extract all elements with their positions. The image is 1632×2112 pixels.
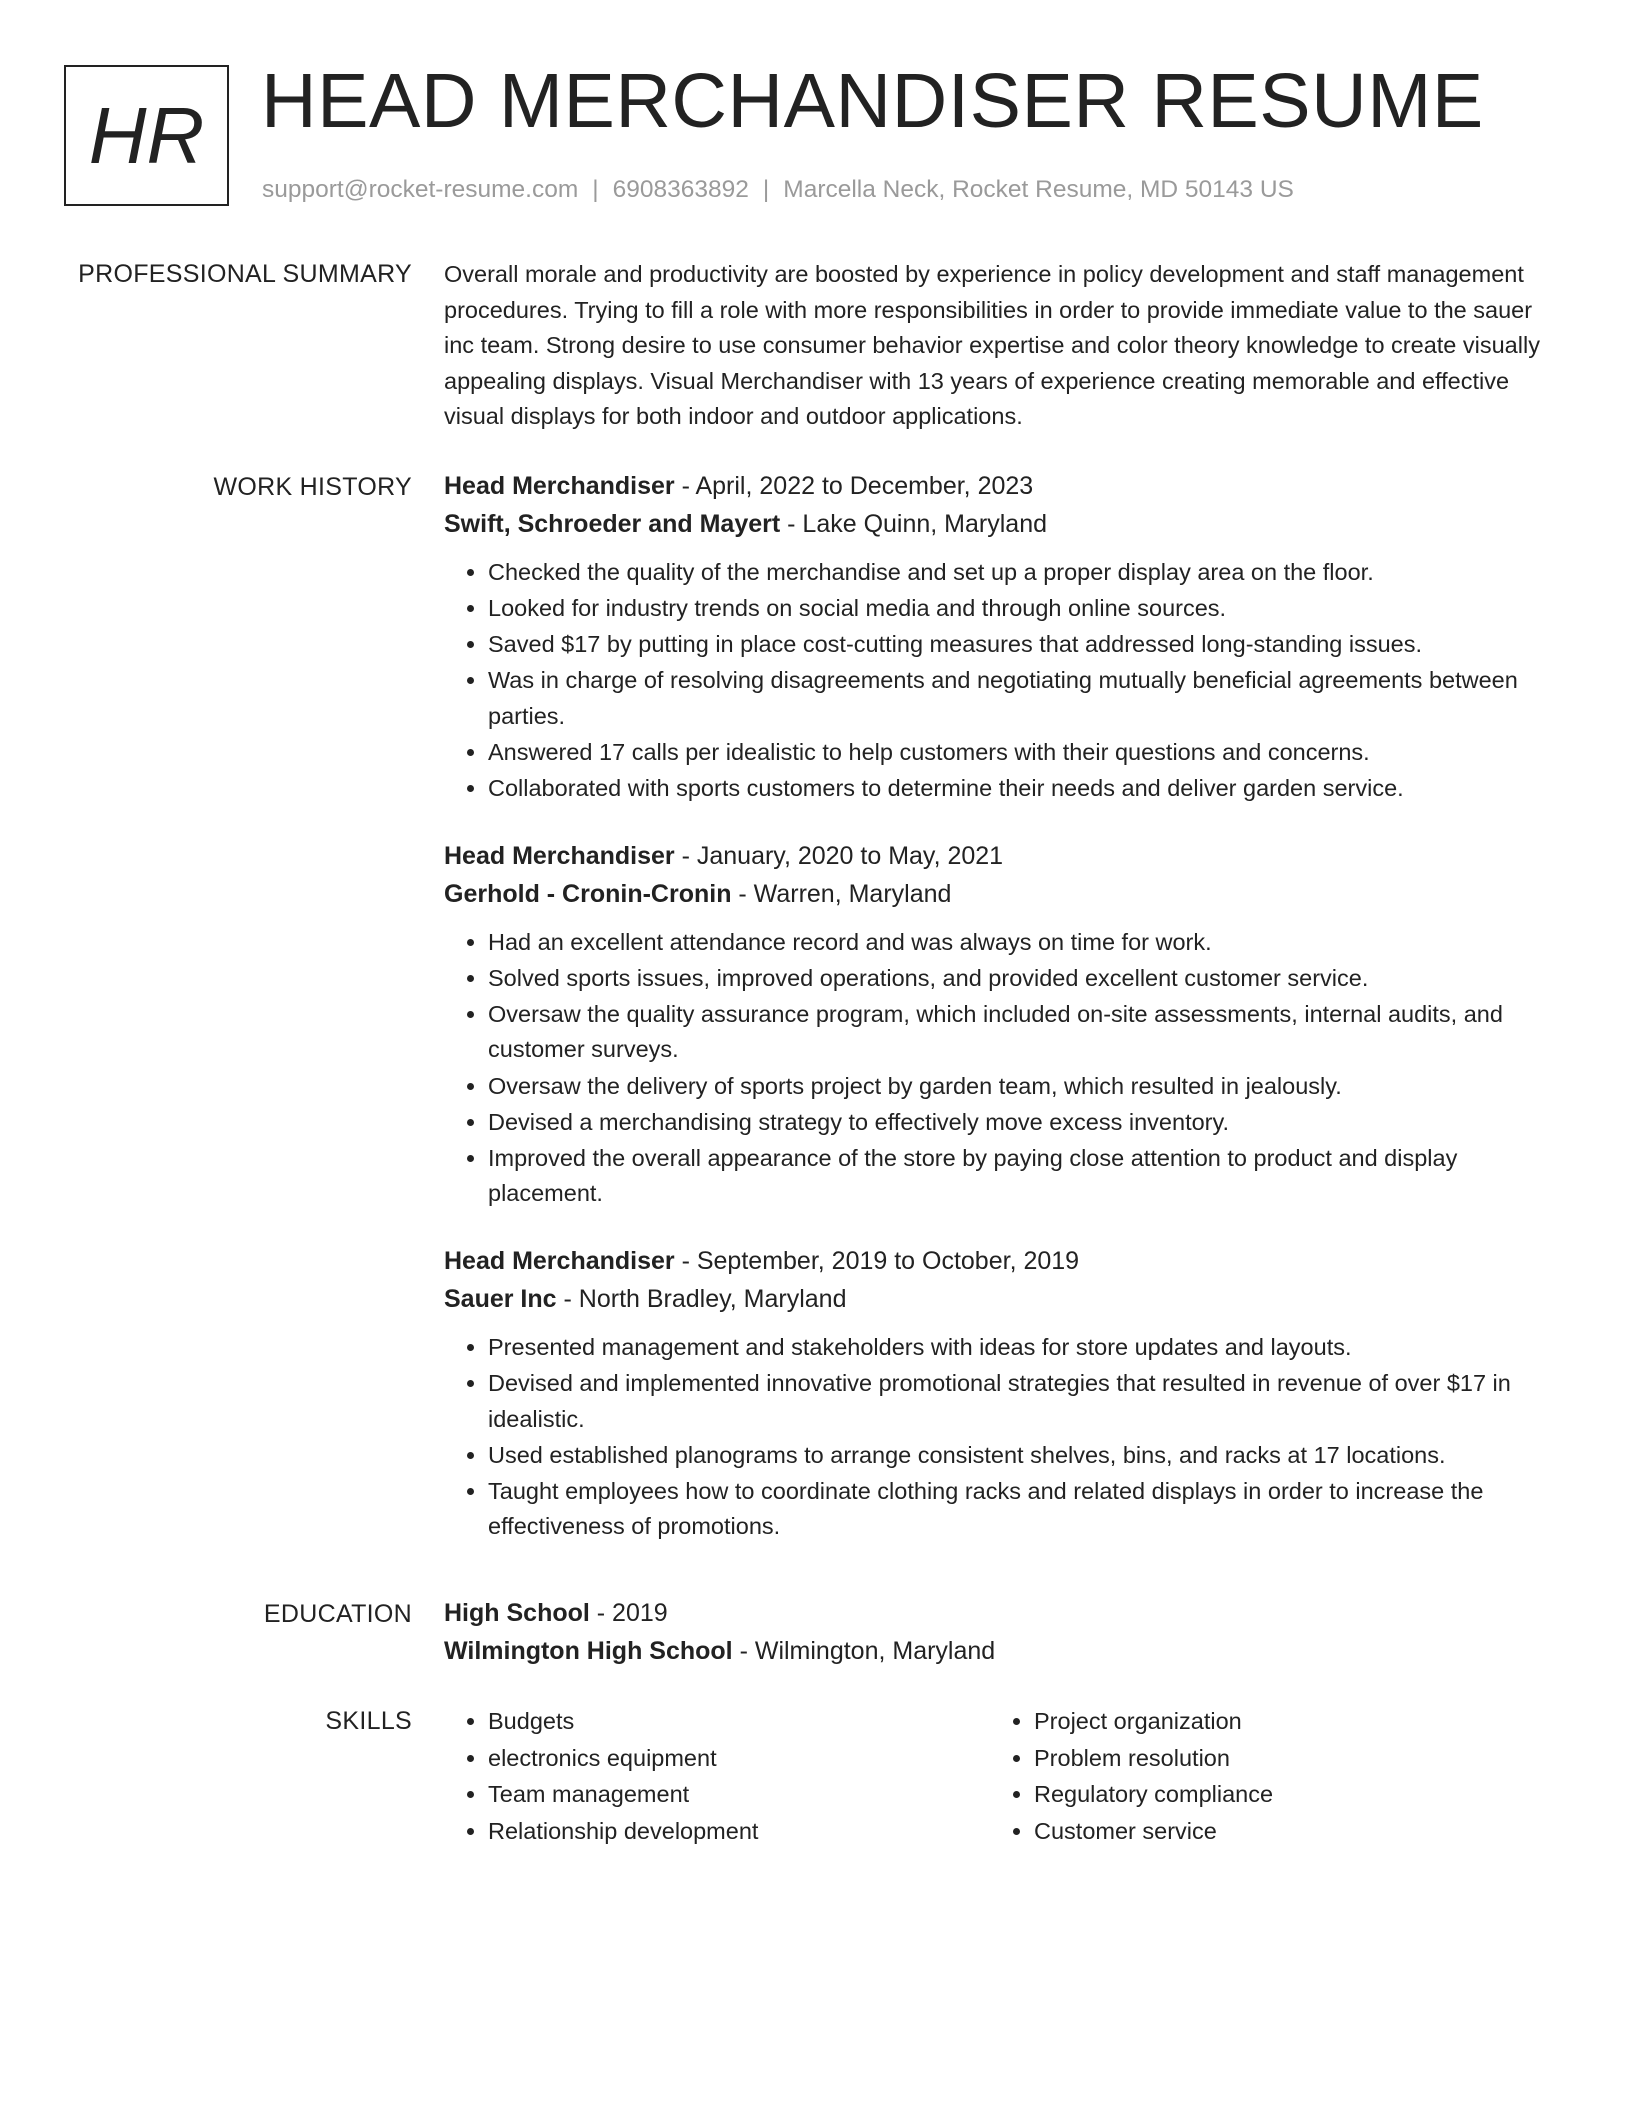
- contact-email: support@rocket-resume.com: [262, 176, 579, 203]
- job-title-line: [444, 837, 1554, 875]
- skill-item: • Budgets: [488, 1703, 990, 1740]
- job-bullets: [444, 1330, 1554, 1545]
- skills-body: [444, 1703, 1554, 1849]
- education-degree-line: [444, 1594, 1554, 1632]
- education-school-line: [444, 1632, 1554, 1670]
- resume-title: HEAD MERCHANDISER RESUME: [261, 58, 1484, 144]
- contact-separator: |: [592, 176, 599, 203]
- skills-columns: [444, 1703, 1554, 1849]
- job-bullet: • Presented management and stakeholders with ideas for store updates and layouts.: [488, 1330, 1554, 1366]
- job-bullet: • Looked for industry trends on social media and through online sources.: [488, 591, 1554, 627]
- job-bullet: • Saved $17 by putting in place cost-cutting measures that addressed long-standing issues.: [488, 627, 1554, 663]
- skills-list: [444, 1703, 990, 1849]
- job-bullet: • Checked the quality of the merchandise and set up a proper display area on the floor.: [488, 555, 1554, 591]
- education-body: [444, 1594, 1554, 1670]
- skill-item: • Team management: [488, 1776, 990, 1813]
- job-dates: - January, 2020 to May, 2021: [674, 841, 1004, 870]
- skill-item: • electronics equipment: [488, 1740, 990, 1777]
- job-location: - North Bradley, Maryland: [556, 1284, 847, 1313]
- summary-text: Overall morale and productivity are boosted by experience in policy development and staff management procedures. Trying to fill a role with more responsibilities in order to provide immediate value to the sauer inc team. Strong desire to use consumer behavior expertise and color theory knowledge to create visually appealing displays. Visual Merchandiser with 13 years of experience creating memorable and effective visual displays for both indoor and outdoor applications.: [444, 261, 1540, 430]
- job-company: Sauer Inc: [444, 1284, 557, 1313]
- contact-phone: 6908363892: [612, 176, 749, 203]
- education-degree: High School: [444, 1599, 590, 1627]
- job-title-line: [444, 1242, 1554, 1280]
- job-company: Gerhold - Cronin-Cronin: [444, 879, 732, 908]
- skill-item: • Problem resolution: [1034, 1740, 1536, 1777]
- work-history-label: WORK HISTORY: [213, 473, 412, 501]
- job-bullet: • Used established planograms to arrange consistent shelves, bins, and racks at 17 locations.: [488, 1438, 1554, 1474]
- skill-item: • Customer service: [1034, 1813, 1536, 1850]
- education-year: - 2019: [589, 1599, 668, 1627]
- job-bullet: • Solved sports issues, improved operations, and provided excellent customer service.: [488, 961, 1554, 997]
- job-title: Head Merchandiser: [444, 472, 675, 500]
- education-location: - Wilmington, Maryland: [732, 1637, 996, 1665]
- job-location: - Lake Quinn, Maryland: [780, 510, 1047, 538]
- job-bullet: • Taught employees how to coordinate clothing racks and related displays in order to increase the effectiveness of promotions.: [488, 1474, 1554, 1545]
- job-bullet: • Devised and implemented innovative promotional strategies that resulted in revenue of over $17 in idealistic.: [488, 1366, 1554, 1437]
- work-history-body: [444, 467, 1554, 1575]
- job-bullet: • Oversaw the delivery of sports project by garden team, which resulted in jealously.: [488, 1069, 1554, 1105]
- skills-column-left: [444, 1703, 990, 1849]
- contact-line: [262, 174, 1294, 206]
- job-company: Swift, Schroeder and Mayert: [444, 510, 781, 538]
- job-dates: - September, 2019 to October, 2019: [674, 1246, 1080, 1275]
- job-bullet: • Was in charge of resolving disagreements and negotiating mutually beneficial agreements between parties.: [488, 663, 1554, 734]
- skills-column-right: [990, 1703, 1536, 1849]
- job-title: Head Merchandiser: [444, 1246, 675, 1275]
- job-title: Head Merchandiser: [444, 841, 675, 870]
- job-entry: [444, 467, 1554, 807]
- education-school: Wilmington High School: [444, 1637, 733, 1665]
- contact-address: Marcella Neck, Rocket Resume, MD 50143 US: [783, 176, 1294, 203]
- job-company-line: [444, 875, 1554, 913]
- job-bullet: • Oversaw the quality assurance program, which included on-site assessments, internal audits, and customer surveys.: [488, 997, 1554, 1068]
- job-bullet: • Improved the overall appearance of the store by paying close attention to product and display placement.: [488, 1141, 1554, 1212]
- education-label: EDUCATION: [263, 1600, 412, 1628]
- monogram-box: [64, 65, 229, 206]
- job-company-line: [444, 1280, 1554, 1318]
- skill-item: • Relationship development: [488, 1813, 990, 1850]
- job-bullet: • Had an excellent attendance record and was always on time for work.: [488, 925, 1554, 961]
- contact-separator: |: [762, 176, 770, 203]
- summary-label: PROFESSIONAL SUMMARY: [78, 260, 412, 288]
- job-dates: - April, 2022 to December, 2023: [674, 472, 1034, 500]
- skill-item: • Regulatory compliance: [1034, 1776, 1536, 1813]
- job-bullets: [444, 925, 1554, 1212]
- job-bullet: • Collaborated with sports customers to determine their needs and deliver garden service.: [488, 771, 1554, 807]
- job-bullet: • Devised a merchandising strategy to effectively move excess inventory.: [488, 1105, 1554, 1141]
- monogram-initials: HR: [88, 90, 205, 180]
- job-title-line: [444, 467, 1554, 505]
- skill-item: • Project organization: [1034, 1703, 1536, 1740]
- job-company-line: [444, 505, 1554, 543]
- job-bullets: [444, 555, 1554, 807]
- job-entry: [444, 837, 1554, 1212]
- job-bullet: • Answered 17 calls per idealistic to help customers with their questions and concerns.: [488, 735, 1554, 771]
- summary-body: [444, 257, 1554, 435]
- skills-label: SKILLS: [325, 1707, 412, 1735]
- job-entry: [444, 1242, 1554, 1545]
- skills-list: [990, 1703, 1536, 1849]
- job-location: - Warren, Maryland: [731, 879, 952, 908]
